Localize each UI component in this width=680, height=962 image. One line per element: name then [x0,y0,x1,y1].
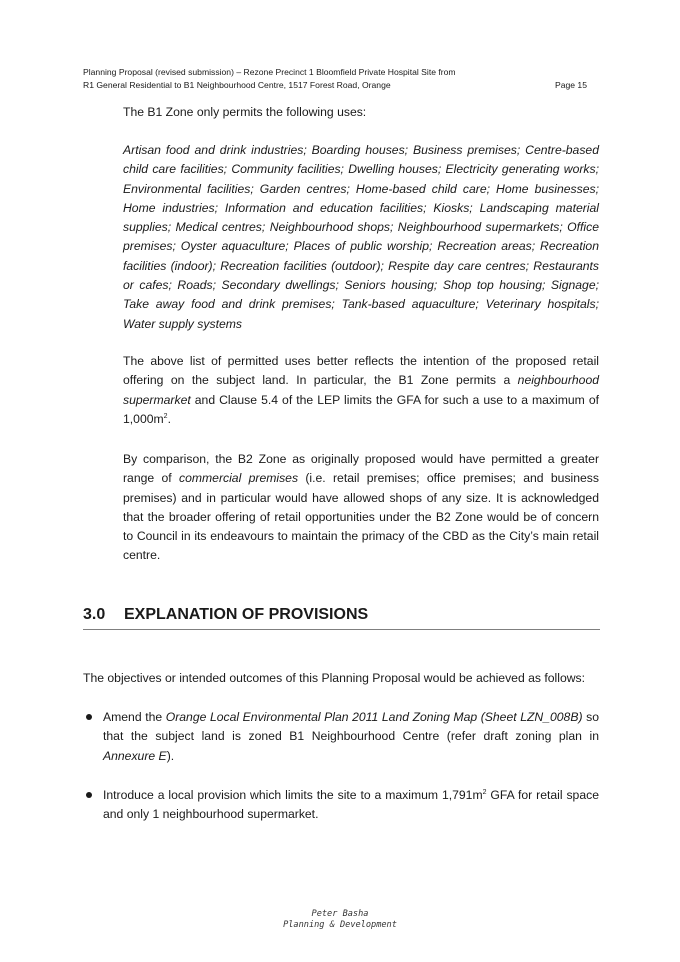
bullet-icon [86,714,92,720]
bullet2-text-a: Introduce a local provision which limits the site to a maximum 1,791m [103,788,483,802]
bullet2-text-b: GFA for retail space and only 1 neighbourhood supermarket. [103,788,599,822]
bullet-item-zoning-map [83,708,599,766]
para2-text-a: By comparison, the B2 Zone as originally proposed would have permitted a greater range of [123,452,599,486]
bullet1-annexure: Annexure E [103,748,167,763]
page-header [83,66,603,92]
header-line-1: Planning Proposal (revised submission) – Rezone Precinct 1 Bloomfield Private Hospital Site from [83,67,456,77]
section-title: EXPLANATION OF PROVISIONS [124,606,369,623]
para1-text-a: The above list of permitted uses better reflects the intention of the proposed retail offering on the subject land. In particular, the B1 Zone permits a [123,354,599,388]
para1-superscript: 2 [163,412,168,420]
permitted-uses-list: Artisan food and drink industries; Boarding houses; Business premises; Centre-based child care facilities; Community facilities; Dwelling houses; Electricity generating works; Environmental facilities; Garden centres; Home-based child care; Home businesses; Home industries; Information and education facilities; Kiosks; Landscaping material supplies; Medical centres; Neighbourhood shops; Neighbourhood supermarkets; Office premises; Oyster aquaculture; Places of public worship; Recreation areas; Recreation facilities (indoor); Recreation facilities (outdoor); Respite day care centres; Restaurants or cafes; Roads; Secondary dwellings; Seniors housing; Shop top housing; Signage; Take away food and drink premises; Tank-based aquaculture; Veterinary hospitals; Water supply systems [123,143,599,331]
header-line-2: R1 General Residential to B1 Neighbourhood Centre, 1517 Forest Road, Orange [83,80,391,90]
page-number: Page 15 [554,80,587,90]
section-heading [83,603,600,630]
para2-text-c: (i.e. retail premises; office premises; and business premises) and in particular would have allowed shops of any size. It is acknowledged that the broader offering of retail opportunities under the B2 Zone would be of concern to Council in its endeavours to maintain the primacy of the CBD as the City’s main retail centre. [123,471,599,563]
objectives-text: The objectives or intended outcomes of this Planning Proposal would be achieved as follows: [83,671,586,685]
bullet-icon [86,792,92,798]
comparison-paragraph [123,450,599,566]
bullet1-text-a: Amend the [103,710,166,724]
page-footer [0,909,680,931]
intro-text: The B1 Zone only permits the following uses: [123,105,367,119]
section-number: 3.0 [83,606,106,623]
bullet1-text-e: ). [166,748,175,763]
bullet-item-local-provision [83,786,599,825]
footer-subtitle: Planning & Development [283,920,397,930]
bullet2-superscript: 2 [482,789,487,796]
bullet1-map-reference: Orange Local Environmental Plan 2011 Land Zoning Map (Sheet LZN_008B) [165,710,583,724]
bullet1-text-c: so that the subject land is zoned B1 Neighbourhood Centre (refer draft zoning plan in [103,710,599,744]
para1-emphasis: neighbourhood supermarket [123,373,599,407]
para1-text-d: . [167,411,171,426]
para2-emphasis: commercial premises [178,471,299,486]
para1-text-c: and Clause 5.4 of the LEP limits the GFA for such a use to a maximum of 1,000m [123,392,599,426]
footer-name: Peter Basha [311,909,369,919]
permitted-uses-paragraph [123,352,599,429]
